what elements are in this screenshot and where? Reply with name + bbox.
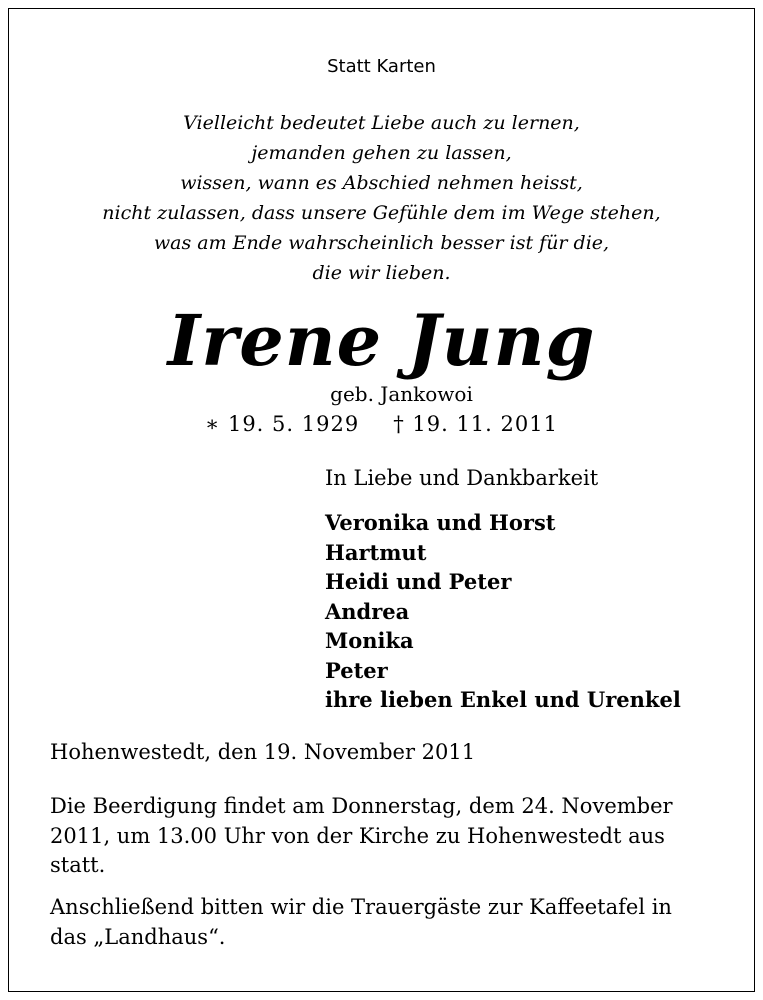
- notice-heading: Statt Karten: [327, 56, 436, 77]
- mourner-name: Peter: [325, 657, 388, 683]
- poem-line: was am Ende wahrscheinlich besser ist für die,: [153, 232, 610, 254]
- mourner-name: Heidi und Peter: [325, 569, 512, 594]
- death-date: † 19. 11. 2011: [393, 412, 558, 436]
- mourner-name: Veronika und Horst: [325, 510, 556, 535]
- deceased-name: Irene Jung: [167, 299, 596, 382]
- poem-line: nicht zulassen, dass unsere Gefühle dem im Wege stehen,: [102, 202, 661, 224]
- reception-line: Anschließend bitten wir die Trauergäste zur Kaffeetafel in: [50, 895, 672, 919]
- mourner-name: ihre lieben Enkel und Urenkel: [325, 687, 681, 712]
- poem-line: wissen, wann es Abschied nehmen heisst,: [180, 172, 583, 194]
- birth-date: ∗ 19. 5. 1929: [205, 412, 360, 436]
- reception-info: [50, 893, 730, 952]
- poem-line: jemanden gehen zu lassen,: [251, 142, 512, 164]
- mourner-name: Hartmut: [325, 539, 427, 565]
- mourner-name: Andrea: [325, 598, 410, 624]
- poem-line: die wir lieben.: [312, 262, 451, 284]
- funeral-line: 2011, um 13.00 Uhr von der Kirche zu Hohenwestedt aus: [50, 823, 665, 848]
- poem-line: Vielleicht bedeutet Liebe auch zu lernen,: [183, 112, 580, 134]
- mourners-intro: In Liebe und Dankbarkeit: [325, 466, 599, 490]
- poem: [0, 108, 763, 288]
- life-dates: [0, 412, 763, 436]
- funeral-line: statt.: [50, 853, 106, 877]
- mourner-name: Monika: [325, 628, 414, 653]
- maiden-name: geb. Jankowoi: [330, 382, 473, 406]
- reception-line: das „Landhaus“.: [50, 924, 226, 949]
- funeral-line: Die Beerdigung findet am Donnerstag, dem 24. November: [50, 794, 673, 818]
- place-date: Hohenwestedt, den 19. November 2011: [50, 740, 476, 764]
- funeral-info: [50, 792, 730, 881]
- mourners-list: [325, 508, 681, 715]
